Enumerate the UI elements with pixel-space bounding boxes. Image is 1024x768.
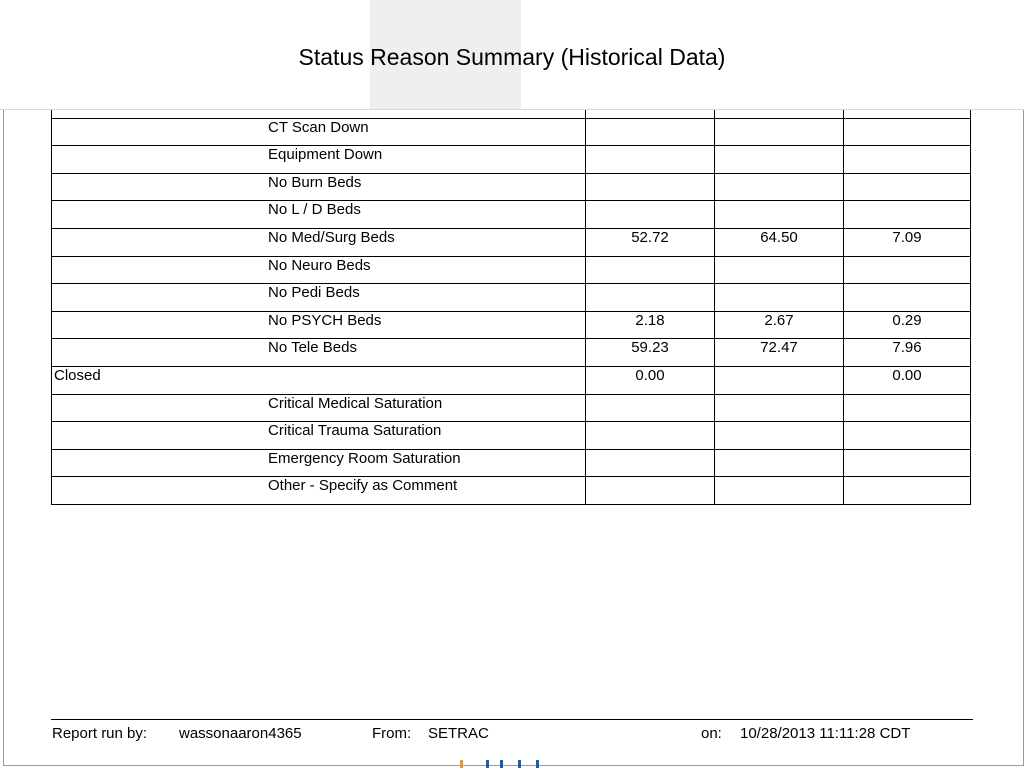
value-cell-1 bbox=[586, 422, 715, 450]
table-row bbox=[52, 477, 971, 505]
value-cell-2 bbox=[715, 394, 844, 422]
value-cell-3 bbox=[844, 449, 971, 477]
value-cell-3 bbox=[844, 477, 971, 505]
reason-label: No PSYCH Beds bbox=[268, 311, 382, 329]
page-title: Status Reason Summary (Historical Data) bbox=[298, 44, 726, 70]
table-row bbox=[52, 146, 971, 174]
value-cell-1 bbox=[586, 201, 715, 229]
footer-run-by-label: Report run by: bbox=[52, 725, 148, 742]
row-label-cell bbox=[52, 394, 586, 422]
row-label-cell bbox=[52, 422, 586, 450]
value-cell-2 bbox=[715, 256, 844, 284]
footer-from-label: From: bbox=[372, 725, 412, 742]
value-cell-3 bbox=[844, 173, 971, 201]
value-cell-2 bbox=[715, 201, 844, 229]
value-cell-1: 0.00 bbox=[586, 366, 715, 394]
value-cell-3: 7.09 bbox=[844, 228, 971, 256]
status-reason-table bbox=[51, 90, 971, 505]
value-cell-3 bbox=[844, 118, 971, 146]
value-cell-2: 2.67 bbox=[715, 311, 844, 339]
footer-on-label: on: bbox=[701, 725, 722, 742]
value-cell-3 bbox=[844, 284, 971, 312]
table-row bbox=[52, 366, 971, 394]
value-cell-3 bbox=[844, 422, 971, 450]
value-cell-2: 64.50 bbox=[715, 228, 844, 256]
table-row bbox=[52, 394, 971, 422]
footer-run-by-value: wassonaaron4365 bbox=[179, 725, 302, 742]
reason-label: No Burn Beds bbox=[268, 173, 362, 191]
row-label-cell bbox=[52, 449, 586, 477]
reason-label: No Tele Beds bbox=[268, 339, 357, 357]
reason-label: Equipment Down bbox=[268, 146, 383, 164]
row-label-cell bbox=[52, 366, 586, 394]
reason-label: Other - Specify as Comment bbox=[268, 477, 458, 495]
row-label-cell bbox=[52, 173, 586, 201]
table-row bbox=[52, 311, 971, 339]
table-row bbox=[52, 284, 971, 312]
value-cell-3 bbox=[844, 256, 971, 284]
value-cell-2 bbox=[715, 173, 844, 201]
table-row bbox=[52, 256, 971, 284]
value-cell-2 bbox=[715, 284, 844, 312]
row-label-cell bbox=[52, 284, 586, 312]
value-cell-1 bbox=[586, 394, 715, 422]
table-row bbox=[52, 201, 971, 229]
value-cell-2 bbox=[715, 422, 844, 450]
value-cell-2 bbox=[715, 366, 844, 394]
cropped-logo bbox=[456, 760, 556, 768]
table-row bbox=[52, 118, 971, 146]
value-cell-3: 0.00 bbox=[844, 366, 971, 394]
value-cell-1: 59.23 bbox=[586, 339, 715, 367]
value-cell-1 bbox=[586, 284, 715, 312]
slide-title-bar bbox=[0, 0, 1024, 110]
value-cell-2 bbox=[715, 449, 844, 477]
value-cell-1: 2.18 bbox=[586, 311, 715, 339]
category-label: Closed bbox=[54, 366, 101, 384]
reason-label: Critical Medical Saturation bbox=[268, 394, 443, 412]
value-cell-1: 52.72 bbox=[586, 228, 715, 256]
value-cell-3 bbox=[844, 394, 971, 422]
value-cell-2 bbox=[715, 146, 844, 174]
row-label-cell bbox=[52, 118, 586, 146]
footer-from-value: SETRAC bbox=[428, 725, 489, 742]
table-row bbox=[52, 228, 971, 256]
table-row bbox=[52, 339, 971, 367]
value-cell-2 bbox=[715, 118, 844, 146]
table-row bbox=[52, 449, 971, 477]
row-label-cell bbox=[52, 477, 586, 505]
table-row bbox=[52, 422, 971, 450]
row-label-cell bbox=[52, 311, 586, 339]
reason-label: No Neuro Beds bbox=[268, 256, 371, 274]
footer-on-value: 10/28/2013 11:11:28 CDT bbox=[740, 725, 911, 742]
value-cell-3 bbox=[844, 201, 971, 229]
reason-label: No L / D Beds bbox=[268, 201, 361, 219]
value-cell-1 bbox=[586, 256, 715, 284]
value-cell-1 bbox=[586, 173, 715, 201]
reason-label: CT Scan Down bbox=[268, 118, 369, 136]
value-cell-3: 7.96 bbox=[844, 339, 971, 367]
row-label-cell bbox=[52, 339, 586, 367]
reason-label: Emergency Room Saturation bbox=[268, 449, 461, 467]
reason-label: No Pedi Beds bbox=[268, 284, 360, 302]
footer-divider bbox=[51, 719, 973, 720]
value-cell-2 bbox=[715, 477, 844, 505]
value-cell-3: 0.29 bbox=[844, 311, 971, 339]
reason-label: No Med/Surg Beds bbox=[268, 228, 395, 246]
value-cell-1 bbox=[586, 449, 715, 477]
row-label-cell bbox=[52, 146, 586, 174]
value-cell-1 bbox=[586, 118, 715, 146]
table-body bbox=[52, 91, 971, 505]
row-label-cell bbox=[52, 228, 586, 256]
row-label-cell bbox=[52, 256, 586, 284]
table-row bbox=[52, 173, 971, 201]
value-cell-3 bbox=[844, 146, 971, 174]
value-cell-1 bbox=[586, 477, 715, 505]
reason-label: Critical Trauma Saturation bbox=[268, 422, 442, 440]
value-cell-2: 72.47 bbox=[715, 339, 844, 367]
row-label-cell bbox=[52, 201, 586, 229]
value-cell-1 bbox=[586, 146, 715, 174]
